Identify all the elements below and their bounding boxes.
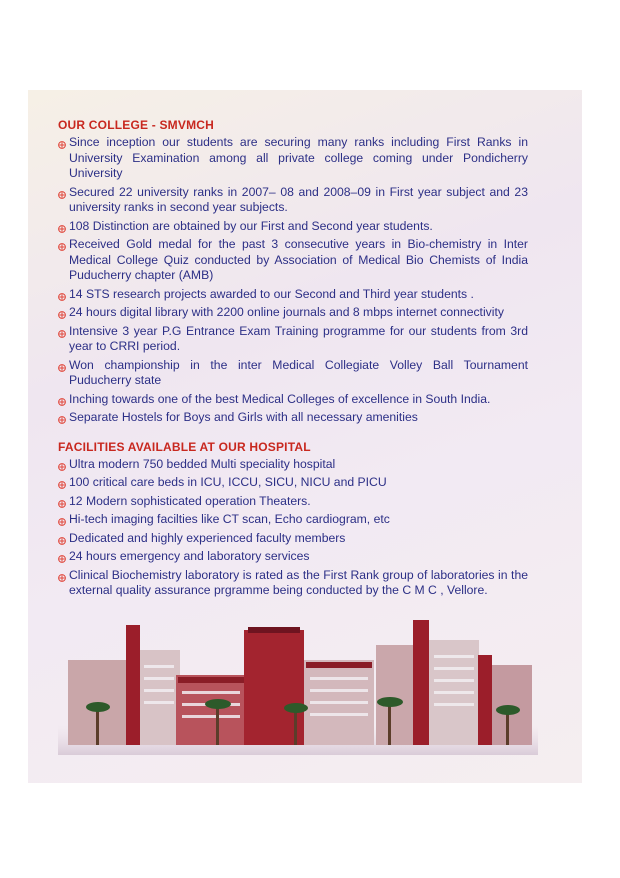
list-item xyxy=(58,531,528,547)
facilities-list xyxy=(58,457,528,599)
list-item xyxy=(58,494,528,510)
list-item xyxy=(58,324,528,355)
flower-bullet-icon xyxy=(58,413,66,421)
flower-bullet-icon xyxy=(58,460,66,468)
flower-bullet-icon xyxy=(58,515,66,523)
list-item-text: Secured 22 university ranks in 2007– 08 and 2008–09 in First year subject and 23 university ranks in second year subjects. xyxy=(69,184,528,214)
list-item xyxy=(58,392,528,408)
list-item-text: Dedicated and highly experienced faculty members xyxy=(69,530,346,545)
list-item xyxy=(58,219,528,235)
flower-bullet-icon xyxy=(58,534,66,542)
flower-bullet-icon xyxy=(58,290,66,298)
list-item xyxy=(58,457,528,473)
flower-bullet-icon xyxy=(58,478,66,486)
content xyxy=(58,118,528,602)
flower-bullet-icon xyxy=(58,552,66,560)
list-item xyxy=(58,185,528,216)
flower-bullet-icon xyxy=(58,361,66,369)
flower-bullet-icon xyxy=(58,188,66,196)
list-item-text: 100 critical care beds in ICU, ICCU, SICU, NICU and PICU xyxy=(69,475,387,489)
list-item-text: Ultra modern 750 bedded Multi speciality hospital xyxy=(69,456,336,471)
list-item-text: Clinical Biochemistry laboratory is rated as the First Rank group of laboratories in the external quality assurance prgramme being conducted by the C M C , Vellore. xyxy=(69,567,528,597)
flower-bullet-icon xyxy=(58,497,66,505)
list-item xyxy=(58,287,528,303)
facilities-heading: FACILITIES AVAILABLE AT OUR HOSPITAL xyxy=(58,439,311,454)
hospital-building-illustration xyxy=(58,615,538,755)
list-item-text: Received Gold medal for the past 3 consecutive years in Bio-chemistry in Inter Medical College Quiz conducted by Association of Medical Bio Chemists of India Puducherry chapter (AMB) xyxy=(69,237,528,282)
list-item xyxy=(58,135,528,182)
list-item xyxy=(58,512,528,528)
list-item xyxy=(58,410,528,426)
list-item-text: 108 Distinction are obtained by our First and Second year students. xyxy=(69,218,433,233)
list-item-text: Separate Hostels for Boys and Girls with all necessary amenities xyxy=(69,410,418,424)
list-item xyxy=(58,237,528,284)
flower-bullet-icon xyxy=(58,571,66,579)
list-item-text: Since inception our students are securing many ranks including First Ranks in University Examination among all private college coming under Pondicherry University xyxy=(69,135,528,180)
list-item-text: Won championship in the inter Medical Collegiate Volley Ball Tournament Puducherry state xyxy=(69,357,528,387)
list-item xyxy=(58,358,528,389)
list-item xyxy=(58,549,528,565)
flower-bullet-icon xyxy=(58,240,66,248)
college-list xyxy=(58,135,528,426)
list-item-text: Intensive 3 year P.G Entrance Exam Training programme for our students from 3rd year to CRRI period. xyxy=(69,323,528,353)
list-item xyxy=(58,568,528,599)
list-item-text: 24 hours digital library with 2200 online journals and 8 mbps internet connectivity xyxy=(69,305,504,319)
flower-bullet-icon xyxy=(58,138,66,146)
brochure-page xyxy=(28,90,582,783)
list-item-text: 14 STS research projects awarded to our Second and Third year students . xyxy=(69,286,474,301)
list-item-text: 24 hours emergency and laboratory services xyxy=(69,549,310,563)
list-item-text: Hi-tech imaging facilties like CT scan, Echo cardiogram, etc xyxy=(69,512,390,526)
college-heading: OUR COLLEGE - SMVMCH xyxy=(58,118,214,132)
flower-bullet-icon xyxy=(58,222,66,230)
list-item-text: Inching towards one of the best Medical Colleges of excellence in South India. xyxy=(69,391,491,406)
list-item xyxy=(58,475,528,491)
flower-bullet-icon xyxy=(58,308,66,316)
flower-bullet-icon xyxy=(58,327,66,335)
list-item-text: 12 Modern sophisticated operation Theaters. xyxy=(69,493,311,508)
flower-bullet-icon xyxy=(58,395,66,403)
list-item xyxy=(58,305,528,321)
